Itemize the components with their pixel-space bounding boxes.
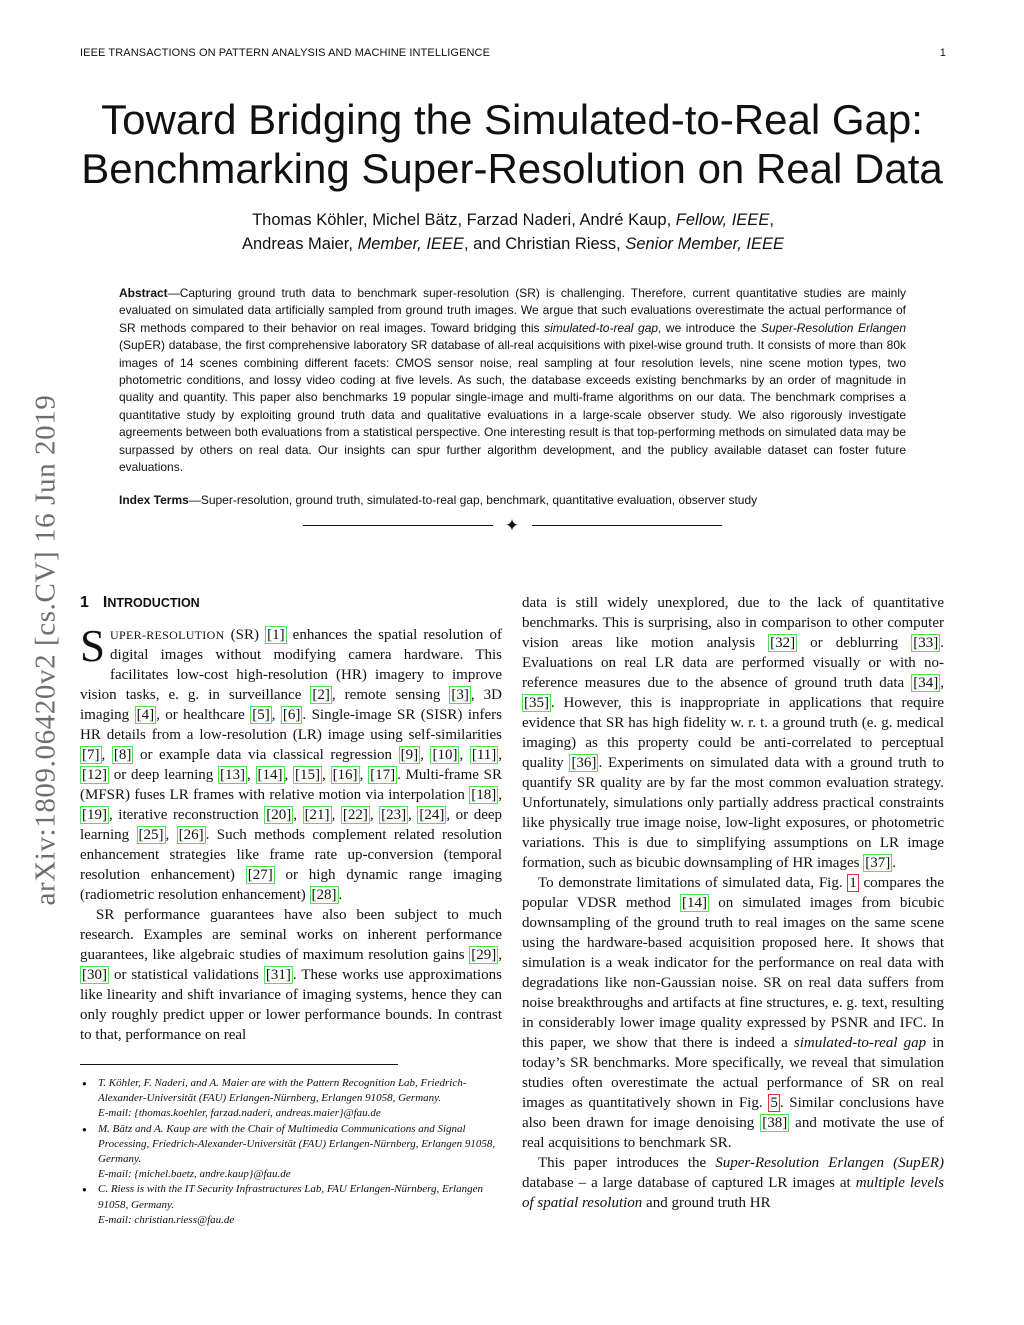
footnote-rule — [80, 1064, 398, 1065]
citation-link[interactable]: [16] — [332, 767, 358, 783]
right-column — [522, 593, 944, 1213]
citation-link[interactable]: [5] — [252, 707, 270, 723]
citation-link[interactable]: [12] — [82, 767, 107, 783]
figure-link[interactable]: 1 — [849, 875, 857, 891]
author-role-a: Member, IEEE — [357, 235, 464, 253]
divider-ornament: ✦ — [504, 516, 520, 535]
author-role-1: Fellow, IEEE — [675, 211, 770, 229]
citation-link[interactable]: [3] — [451, 687, 469, 703]
citation-link[interactable]: [27] — [247, 867, 273, 883]
citation-link[interactable]: [1] — [267, 627, 285, 643]
citation-link[interactable]: [34] — [913, 675, 939, 691]
citation-link[interactable]: [29] — [471, 947, 497, 963]
citation-link[interactable]: [38] — [762, 1115, 788, 1131]
citation-link[interactable]: [36] — [571, 755, 597, 771]
citation-link[interactable]: [21] — [304, 807, 330, 823]
citation-link[interactable]: [30] — [82, 967, 107, 983]
citation-link[interactable]: [20] — [266, 807, 292, 823]
paragraph: This paper introduces the Super-Resolution Erlangen (SupER) database – a large database of captured LR images at multiple levels of spatial resolution and ground truth HR — [522, 1155, 945, 1211]
citation-link[interactable]: [17] — [370, 767, 396, 783]
author-line-2 — [80, 232, 946, 256]
citation-link[interactable]: [32] — [770, 635, 796, 651]
running-head — [80, 47, 946, 59]
citation-link[interactable]: [37] — [865, 855, 891, 871]
journal-name: IEEE TRANSACTIONS ON PATTERN ANALYSIS AND MACHINE INTELLIGENCE — [80, 47, 491, 59]
abstract-label: Abstract — [119, 286, 168, 300]
author-name-a: Andreas Maier, — [241, 235, 353, 253]
index-terms-label: Index Terms — [119, 493, 189, 507]
citation-link[interactable]: [4] — [136, 707, 155, 723]
paragraph: To demonstrate limitations of simulated data, Fig. 1 compares the popular VDSR method [14] on simulated images from bicubic downsampling of the ground truth to real images on the same scene using the hardware-based acquisition proposed here. It shows that simulation is a weak indicator for the performance on real data with degradations like non-Gaussian noise. SR on real data suffers from noise breakthroughs and artifacts at fine structures, e. g. text, resulting in considerably lower image quality expressed by PSNR and IFC. In this paper, we show that there is indeed a simulated-to-real gap in today’s SR benchmarks. More specifically, we reveal that simulation studies often overestimate the actual performance of SR on real images as quantitatively shown in Fig. 5 . Similar conclusions have also been drawn for image denoising [38] and motivate the use of real acquisitions to benchmark SR. — [522, 875, 945, 1151]
citation-link[interactable]: [2] — [312, 687, 330, 703]
footnote-item: ● C. Riess is with the IT Security Infrastructures Lab, FAU Erlangen-Nürnberg, Erlangen 91058, Germany. E-mail: christian.riess@fau.de — [80, 1182, 502, 1228]
author-list — [80, 208, 946, 256]
figure-link[interactable]: 5 — [770, 1095, 778, 1111]
paragraph: SUPER-RESOLUTION (SR) [1] enhances the spatial resolution of digital images without modifying camera hardware. This facilitates low-cost high-resolution (HR) imagery to improve vision tasks, e. g. in surveillance [2] , remote sensing [3] , 3D imaging [4] , or healthcare [5] , [6] . Single-image SR (SISR) infers HR details from a low-resolution (LR) image using self-similarities [7] , [8] or example data via classical regression [9] , [10] , [11] , [12] or deep learning [13] , [14] , [15] , [16] , [17] . Multi-frame SR (MFSR) fuses LR frames with relative motion via interpolation [18] , [19] , iterative reconstruction [20] , [21] , [22] , [23] , [24] , or deep learning [25] , [26] . Such methods complement related resolution enhancement strategies like frame rate up-conversion (temporal resolution enhancement) [27] or high dynamic range imaging (radiometric resolution enhancement) [28] . — [80, 621, 503, 903]
author-line-1: Thomas Köhler, Michel Bätz, Farzad Naderi, André Kaup, Fellow, IEEE, — [252, 211, 774, 229]
citation-link[interactable]: [24] — [419, 807, 445, 823]
citation-link[interactable]: [26] — [178, 827, 204, 843]
affiliation-footnotes — [80, 1076, 502, 1228]
paragraph: data is still widely unexplored, due to the lack of quantitative benchmarks. This is surprising, also in comparison to other computer vision areas like motion analysis [32] or deblurring [33] . Evaluations on real LR data are performed visually or with no-reference measures due to the absence of ground truth data [34] , [35] . However, this is inappropriate in applications that require evidence that SR has high fidelity w. r. t. a ground truth (e. g. medical imaging) as this property could be anti-correlated to perceptual quality [36] . Experiments on simulated data with a ground truth to quantify SR quality are by far the most common evaluation strategy. Unfortunately, simulations only partially address practical constraints like physically true image noise, low-light exposures, or photometric variations. This is due to simplifying assumptions on LR image formation, such as bicubic downsampling of HR images [37] . — [522, 595, 945, 871]
section-heading: 1 INTRODUCTION — [80, 594, 200, 611]
citation-link[interactable]: [22] — [342, 807, 368, 823]
author-role-b: Senior Member, IEEE — [625, 235, 785, 253]
paragraph: SR performance guarantees have also been subject to much research. Examples are seminal works on inherent performance guarantees, like algebraic studies of maximum resolution gains [29] , [30] or statistical validations [31] . These works use approximations like linearity and shift invariance of imaging systems, hence they can only roughly predict upper or lower performance bounds. In contrast to that, performance on real — [80, 907, 502, 1043]
citation-link[interactable]: [11] — [471, 747, 497, 763]
arxiv-stamp-text: arXiv:1809.06420v2 [cs.CV] 16 Jun 2019 — [29, 394, 62, 906]
footnote-email: E-mail: {michel.baetz, andre.kaup}@fau.de — [98, 1168, 291, 1181]
footnote-email: E-mail: {thomas.koehler, farzad.naderi, andreas.maier}@fau.de — [98, 1107, 381, 1120]
paper-title — [60, 95, 964, 193]
divider-line-right — [532, 525, 722, 526]
author-names-1: Thomas Köhler, Michel Bätz, Farzad Naderi, André Kaup, — [252, 211, 672, 229]
citation-link[interactable]: [31] — [265, 967, 291, 983]
citation-link[interactable]: [9] — [400, 747, 419, 763]
citation-link[interactable]: [14] — [682, 895, 708, 911]
section-divider — [300, 518, 724, 536]
page-number: 1 — [939, 47, 946, 59]
footnote-email: E-mail: christian.riess@fau.de — [98, 1213, 235, 1226]
citation-link[interactable]: [8] — [113, 747, 132, 763]
footnote-item: ● T. Köhler, F. Naderi, and A. Maier are with the Pattern Recognition Lab, Friedrich-Alexander-Universität (FAU) Erlangen-Nürnberg, Erlangen 91058, Germany. E-mail: {thomas.koehler, farzad.naderi, andreas.maier}@fau.de — [80, 1076, 502, 1122]
index-terms: Index Terms—Super-resolution, ground truth, simulated-to-real gap, benchmark, quantitative evaluation, observer study — [119, 493, 758, 507]
citation-link[interactable]: [35] — [524, 695, 549, 711]
citation-link[interactable]: [33] — [913, 635, 939, 651]
section-number: 1 — [80, 594, 89, 611]
title-line-1: Toward Bridging the Simulated-to-Real Gap: — [101, 96, 923, 143]
author-name-b: , and Christian Riess, — [463, 235, 621, 253]
citation-link[interactable]: [14] — [257, 767, 283, 783]
title-line-2: Benchmarking Super-Resolution on Real Data — [81, 145, 943, 192]
citation-link[interactable]: [23] — [381, 807, 407, 823]
footnote-item: ● M. Bätz and A. Kaup are with the Chair of Multimedia Communications and Signal Processing, Friedrich-Alexander-Universität (FAU) Erlangen-Nürnberg, Erlangen 91058, Germany. E-mail: {michel.baetz, andre.kaup}@fau.de — [80, 1122, 502, 1183]
citation-link[interactable]: [6] — [282, 707, 301, 723]
citation-link[interactable]: [25] — [138, 827, 164, 843]
citation-link[interactable]: [13] — [220, 767, 246, 783]
citation-link[interactable]: [19] — [82, 807, 107, 823]
divider-line-left — [303, 525, 493, 526]
citation-link[interactable]: [28] — [311, 887, 337, 903]
abstract: Abstract—Capturing ground truth data to benchmark super-resolution (SR) is challenging. Therefore, current quantitative studies are mainly evaluated on simulated data artificially sampled from ground truth images. We argue that such evaluations overestimate the actual performance of SR methods compared to their behavior on real images. Toward bridging this simulated-to-real gap, we introduce the Super-Resolution Erlangen (SupER) database, the first comprehensive laboratory SR database of all-real acquisitions with pixel-wise ground truth. It consists of more than 80k images of 14 scenes combining different facets: CMOS sensor noise, real sampling at four resolution levels, nine scene motion types, two photometric conditions, and lossy video coding at five levels. As such, the database exceeds existing benchmarks by an order of magnitude in quality and quantity. This paper also benchmarks 19 popular single-image and multi-frame algorithms on our data. The benchmark comprises a quantitative study by exploiting ground truth data and qualitative evaluations in a large-scale observer study. We also rigorously investigate agreements between both evaluations from a statistical perspective. One interesting result is that top-performing methods on simulated data may be surpassed by others on real data. Our insights can spur further algorithm development, and the publicy available dataset can foster future evaluations. — [119, 286, 906, 475]
citation-link[interactable]: [15] — [295, 767, 321, 783]
citation-link[interactable]: [7] — [82, 747, 100, 763]
drop-cap: S — [80, 621, 106, 671]
citation-link[interactable]: [10] — [432, 747, 458, 763]
citation-link[interactable]: [18] — [471, 787, 497, 803]
left-column — [80, 593, 502, 1045]
